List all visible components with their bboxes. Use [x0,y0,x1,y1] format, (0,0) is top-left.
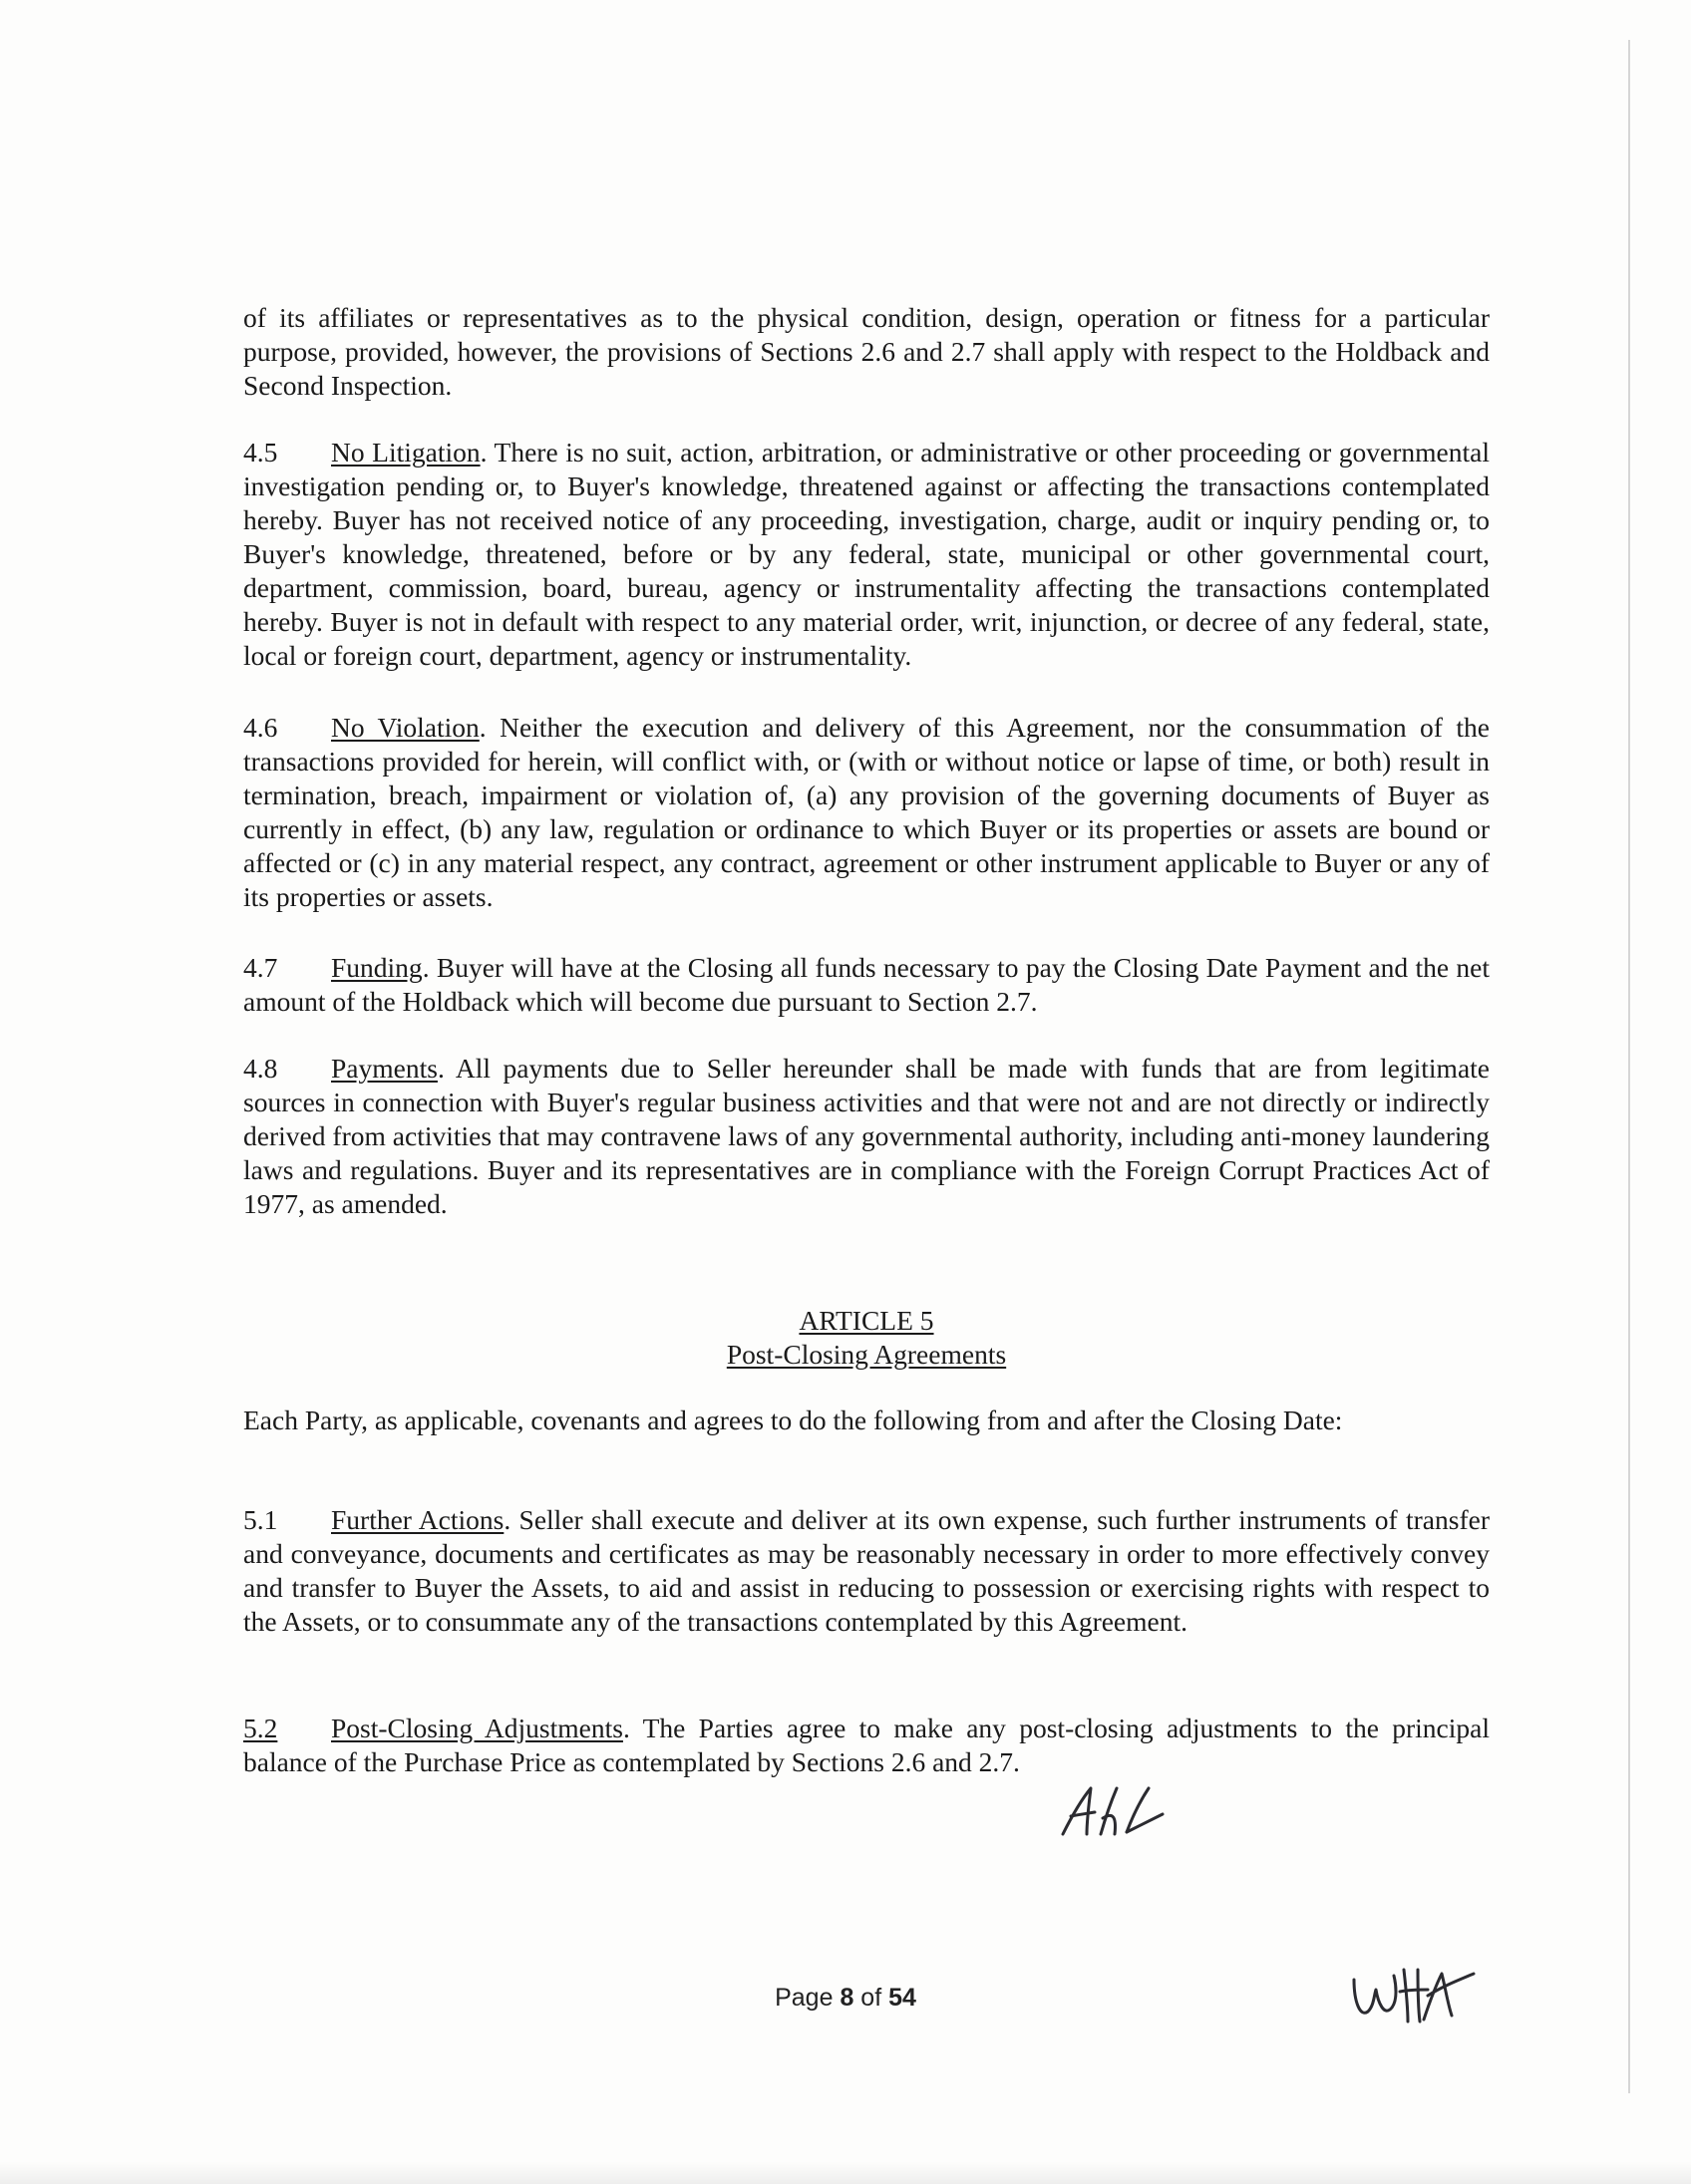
section-number: 4.8 [243,1053,278,1084]
section-heading: No Litigation [331,437,481,468]
section-body: . The Parties agree to make any post-closing adjustments to the principal balance of the Purchase Price as contemplated by Sections 2.6 and 2.7. [243,1713,1490,1777]
footer-prefix: Page [775,1984,841,2012]
section-number: 4.7 [243,952,278,983]
article-title: Post-Closing Agreements [726,1339,1007,1370]
section-body: . All payments due to Seller hereunder shall be made with funds that are from legitimate sources in connection with Buyer's regular business activities and that were not and are not directly or indirectly derived from activities that may contravene laws of any governmental authority, including anti-money laundering laws and regulations. Buyer and its representatives are in compliance with the Foreign Corrupt Practices Act of 1977, as amended. [243,1053,1490,1219]
continuation-paragraph: of its affiliates or representatives as to the physical condition, design, operation or fitness for a particular purpose, provided, however, the provisions of Sections 2.6 and 2.7 shall apply with respect to the Holdback and Second Inspection. [243,302,1490,401]
scan-edge-line [1628,40,1630,2093]
section-heading: No Violation [331,712,480,743]
section-4-5 [243,436,1490,673]
section-5-1 [243,1503,1490,1639]
page-number: 8 [840,1984,854,2012]
section-body: . Buyer will have at the Closing all funds necessary to pay the Closing Date Payment and the net amount of the Holdback which will become due pursuant to Section 2.7. [243,952,1490,1017]
section-number: 4.5 [243,437,278,468]
section-5-2 [243,1712,1490,1779]
section-number: 5.1 [243,1504,278,1535]
handwritten-initials-wha [1348,1962,1478,2028]
section-body: . Seller shall execute and deliver at its own expense, such further instruments of transfer and conveyance, documents and certificates as may be reasonably necessary in order to more effectively convey and transfer to Buyer the Assets, to aid and assist in reducing to possession or exercising rights with respect to the Assets, or to consummate any of the transactions contemplated by this Agreement. [243,1504,1490,1637]
section-number: 5.2 [243,1713,278,1743]
page-total: 54 [888,1984,916,2012]
section-4-7 [243,951,1490,1019]
section-body: . There is no suit, action, arbitration, or administrative or other proceeding or governmental investigation pending or, to Buyer's knowledge, threatened against or affecting the transactions contemplated hereby. Buyer has not received notice of any proceeding, investigation, charge, audit or inquiry pending or, to Buyer's knowledge, threatened, before or by any federal, state, municipal or other governmental court, department, commission, board, bureau, agency or instrumentality affecting the transactions contemplated hereby. Buyer is not in default with respect to any material order, writ, injunction, or decree of any federal, state, local or foreign court, department, agency or instrumentality. [243,437,1490,671]
section-4-6 [243,711,1490,914]
section-4-8 [243,1052,1490,1221]
section-heading: Funding [331,952,423,983]
section-heading: Further Actions [331,1504,505,1535]
article-intro: Each Party, as applicable, covenants and agrees to do the following from and after the Closing Date: [243,1404,1343,1435]
section-number: 4.6 [243,712,278,743]
footer-middle: of [853,1984,889,2012]
section-body: . Neither the execution and delivery of this Agreement, nor the consummation of the transactions provided for herein, will conflict with, or (with or without notice or lapse of time, or both) result in termination, breach, impairment or violation of, (a) any provision of the governing documents of Buyer as currently in effect, (b) any law, regulation or ordinance to which Buyer or its properties or assets are bound or affected or (c) in any material respect, any contract, agreement or other instrument applicable to Buyer or any of its properties or assets. [243,712,1490,912]
handwritten-initials-ahl [1057,1782,1167,1842]
scan-bottom-shadow [0,2161,1691,2184]
section-heading: Post-Closing Adjustments [331,1713,623,1743]
article-number: ARTICLE 5 [799,1305,934,1336]
section-heading: Payments [331,1053,438,1084]
